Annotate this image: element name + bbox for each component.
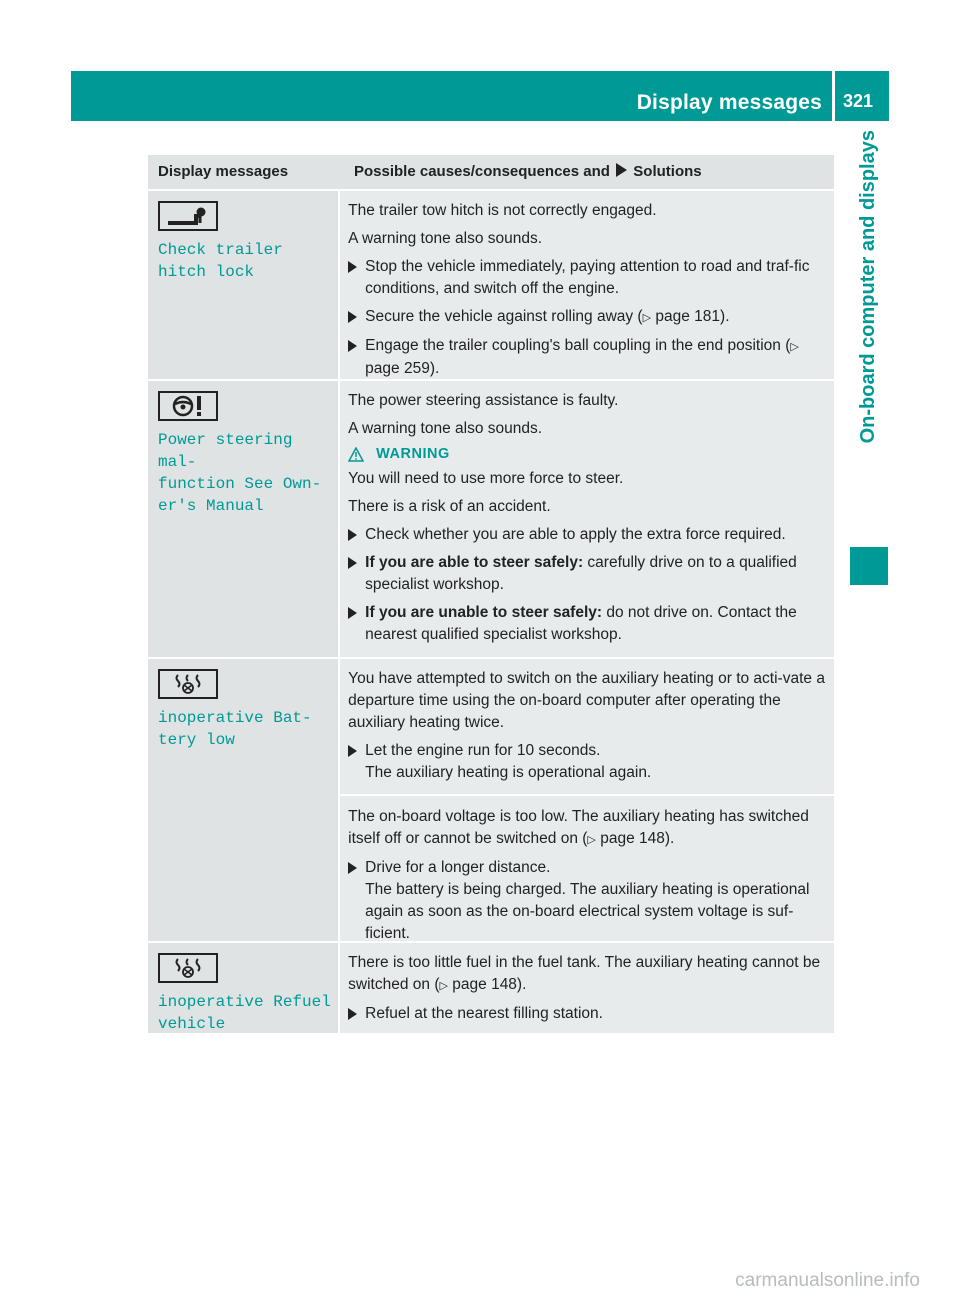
header-bar: [71, 71, 889, 121]
solution-cell: The power steering assistance is faulty. A warning tone also sounds. WARNING You will need to use more force to steer. There is a risk of an accident. Check whether you are able to apply the extra force required. If you are able to steer safely: carefully drive on to a qualified specialist workshop. If you are unable to steer safely: do not drive on. Contact the nearest qualified specialist workshop.: [338, 381, 834, 657]
bullet-arrow-icon: [348, 311, 357, 323]
message-cell: [148, 381, 338, 657]
sub-section: The on-board voltage is too low. The auxiliary heating has switched itself off or cannot be switched on (▷ page 148). Drive for a longer distance. The battery is being charged. The auxiliary heating is operational again as soon as the on-board electrical system voltage is suf-ficient.: [340, 794, 834, 945]
table-row: [148, 943, 834, 1035]
col-header-messages: Display messages: [158, 163, 289, 180]
bullet-arrow-icon: [348, 745, 357, 757]
triangle-arrow-icon: [616, 163, 627, 177]
side-tab-label: On-board computer and displays: [857, 130, 879, 444]
page-ref-icon: ▷: [587, 834, 596, 846]
table-header: [148, 155, 834, 191]
list-item: If you are able to steer safely: carefully drive on to a qualified specialist workshop.: [348, 552, 826, 596]
table-row: [148, 659, 834, 943]
header-title: Display messages: [636, 91, 822, 114]
list-item: If you are unable to steer safely: do not drive on. Contact the nearest qualified specialist workshop.: [348, 602, 826, 646]
table-row: [148, 191, 834, 381]
list-item: Let the engine run for 10 seconds. The auxiliary heating is operational again.: [348, 740, 826, 784]
bullet-arrow-icon: [348, 607, 357, 619]
auxiliary-heating-icon: [158, 953, 218, 983]
watermark: carmanualsonline.info: [735, 1270, 920, 1291]
page-ref-icon: ▷: [790, 341, 799, 353]
col-header-solutions: Possible causes/consequences and Solutions: [354, 163, 702, 180]
bullet-arrow-icon: [348, 261, 357, 273]
list-item: Check whether you are able to apply the extra force required.: [348, 524, 826, 546]
message-cell: [148, 191, 338, 379]
page-number: 321: [843, 91, 874, 111]
message-cell: [148, 659, 338, 941]
list-item: Engage the trailer coupling's ball coupling in the end position (▷ page 259).: [348, 335, 826, 380]
bullet-arrow-icon: [348, 340, 357, 352]
display-messages-table: [148, 155, 834, 1035]
bullet-arrow-icon: [348, 862, 357, 874]
side-tab: [850, 130, 886, 530]
auxiliary-heating-icon: [158, 669, 218, 699]
display-message: inoperative Bat‐ tery low: [158, 709, 312, 749]
header-divider: [832, 71, 835, 121]
list-item: Stop the vehicle immediately, paying attention to road and traf-fic conditions, and switch off the engine.: [348, 256, 826, 300]
list-item: Refuel at the nearest filling station.: [348, 1003, 826, 1025]
bullet-arrow-icon: [348, 1008, 357, 1020]
display-message: Check trailer hitch lock: [158, 241, 283, 281]
bullet-arrow-icon: [348, 557, 357, 569]
solution-cell: You have attempted to switch on the auxiliary heating or to acti-vate a departure time using the on-board computer after operating the auxiliary heating twice. Let the engine run for 10 seconds. The auxiliary heating is operational again. The on-board voltage is too low. The auxiliary heating has switched itself off or cannot be switched on (▷ page 148). Drive for a longer distance. The battery is being charged. The auxiliary heating is operational again as soon as the on-board electrical system voltage is suf-ficient.: [338, 659, 834, 941]
page-ref-icon: ▷: [642, 312, 652, 324]
message-cell: [148, 943, 338, 1033]
display-message: Power steering mal‐ function See Own‐ er's Manual: [158, 431, 322, 515]
warning-notice: WARNING: [348, 446, 826, 462]
page-ref-icon: ▷: [439, 980, 448, 992]
display-message: inoperative Refuel vehicle: [158, 993, 331, 1033]
side-tab-marker: [850, 547, 888, 585]
solution-cell: The trailer tow hitch is not correctly engaged. A warning tone also sounds. Stop the vehicle immediately, paying attention to road and traf-fic conditions, and switch off the engine. Secure the vehicle against rolling away (▷ page 181). Engage the trailer coupling's ball coupling in the end position (▷ page 259).: [338, 191, 834, 379]
warning-triangle-icon: [348, 447, 364, 462]
bullet-arrow-icon: [348, 529, 357, 541]
trailer-hitch-icon: [158, 201, 218, 231]
list-item: Secure the vehicle against rolling away (▷ page 181).: [348, 306, 826, 329]
list-item: Drive for a longer distance. The battery is being charged. The auxiliary heating is operational again as soon as the on-board electrical system voltage is suf-ficient.: [348, 857, 826, 945]
table-row: [148, 381, 834, 659]
steering-wheel-warning-icon: [158, 391, 218, 421]
solution-cell: There is too little fuel in the fuel tank. The auxiliary heating cannot be switched on (▷ page 148). Refuel at the nearest filling station.: [338, 943, 834, 1033]
